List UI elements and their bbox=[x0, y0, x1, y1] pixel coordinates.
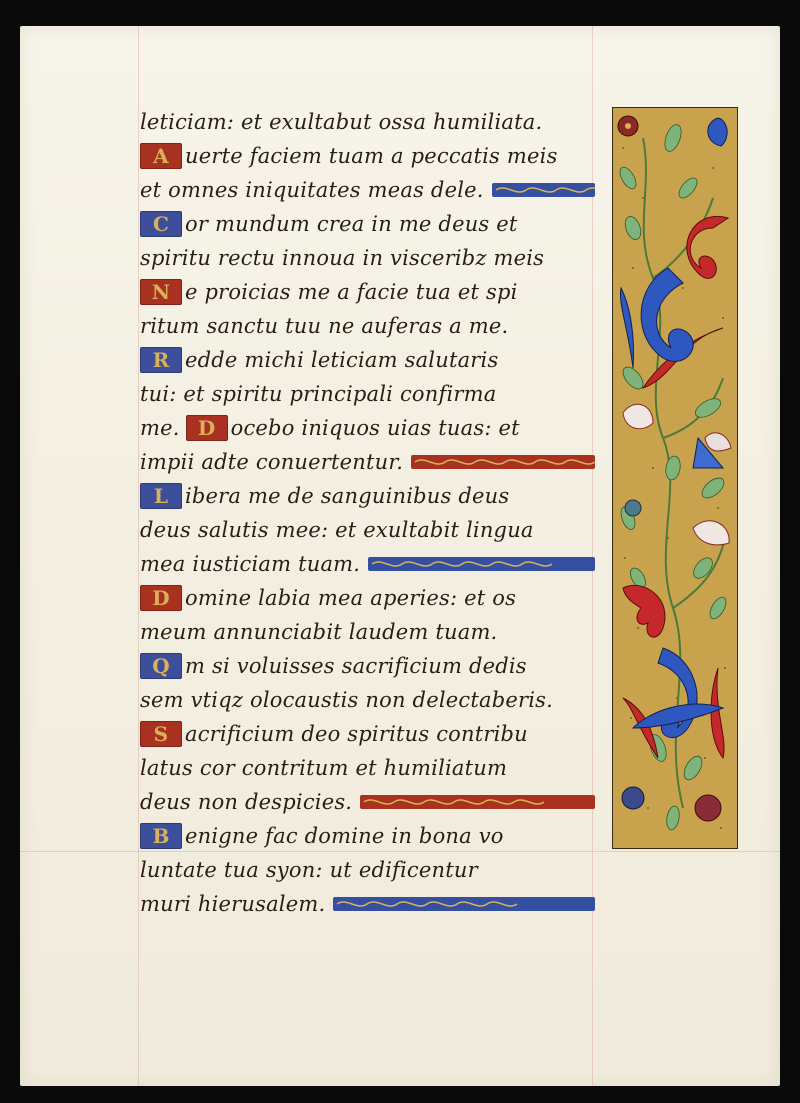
initial-letter: C bbox=[152, 212, 170, 236]
line-text: muri hierusalem. bbox=[140, 892, 326, 916]
line-text: me. bbox=[140, 416, 180, 440]
illuminated-initial bbox=[140, 143, 182, 169]
line-text: tui: et spiritu principali confirma bbox=[140, 382, 497, 406]
initial-letter: B bbox=[152, 824, 170, 848]
line-text: enigne fac domine in bona vo bbox=[185, 824, 504, 848]
initial-letter: D bbox=[197, 416, 216, 440]
line-text: ibera me de sanguinibus deus bbox=[185, 484, 510, 508]
text-line bbox=[140, 241, 595, 275]
text-line bbox=[140, 581, 595, 615]
text-line bbox=[140, 819, 595, 853]
line-text: ocebo iniquos uias tuas: et bbox=[230, 416, 520, 440]
filler-scroll bbox=[496, 188, 595, 192]
line-text: impii adte conuertentur. bbox=[140, 450, 404, 474]
line-text: mea iusticiam tuam. bbox=[140, 552, 361, 576]
text-line bbox=[140, 853, 595, 887]
text-line bbox=[140, 309, 595, 343]
text-line bbox=[140, 615, 595, 649]
decorated-border bbox=[612, 107, 738, 849]
line-text: e proicias me a facie tua et spi bbox=[185, 280, 518, 304]
line-text: omine labia mea aperies: et os bbox=[185, 586, 517, 610]
illuminated-initial bbox=[140, 721, 182, 747]
line-filler bbox=[360, 795, 595, 809]
line-filler bbox=[333, 897, 595, 911]
line-text: deus salutis mee: et exultabit lingua bbox=[140, 518, 534, 542]
text-line bbox=[140, 513, 595, 547]
line-text: edde michi leticiam salutaris bbox=[185, 348, 499, 372]
text-line bbox=[140, 649, 595, 683]
line-text: m si voluisses sacrificium dedis bbox=[185, 654, 527, 678]
line-text: acrificium deo spiritus contribu bbox=[185, 722, 528, 746]
initial-letter: R bbox=[152, 348, 170, 372]
line-filler bbox=[411, 455, 595, 469]
line-text: sem vtiqz olocaustis non delectaberis. bbox=[140, 688, 553, 712]
manuscript-text-block bbox=[140, 105, 595, 921]
filler-scroll bbox=[364, 800, 544, 804]
text-line bbox=[140, 105, 595, 139]
text-line bbox=[140, 343, 595, 377]
line-text: leticiam: et exultabut ossa humiliata. bbox=[140, 110, 543, 134]
text-line bbox=[140, 479, 595, 513]
line-text: or mundum crea in me deus et bbox=[185, 212, 518, 236]
line-text: et omnes iniquitates meas dele. bbox=[140, 178, 484, 202]
initial-letter: L bbox=[153, 484, 169, 508]
text-line bbox=[140, 445, 595, 479]
line-text: deus non despicies. bbox=[140, 790, 353, 814]
text-line bbox=[140, 173, 595, 207]
line-filler bbox=[492, 183, 595, 197]
text-line bbox=[140, 751, 595, 785]
illuminated-initial bbox=[140, 585, 182, 611]
line-text: luntate tua syon: ut edificentur bbox=[140, 858, 478, 882]
line-text: meum annunciabit laudem tuam. bbox=[140, 620, 498, 644]
text-line bbox=[140, 547, 595, 581]
ruling-left bbox=[138, 26, 139, 1086]
initial-letter: Q bbox=[152, 654, 170, 678]
line-text: spiritu rectu innoua in visceribz meis bbox=[140, 246, 545, 270]
illuminated-initial bbox=[140, 347, 182, 373]
initial-letter: S bbox=[153, 722, 169, 746]
filler-scroll bbox=[337, 902, 517, 906]
text-line bbox=[140, 207, 595, 241]
illuminated-initial bbox=[140, 211, 182, 237]
illuminated-initial bbox=[140, 653, 182, 679]
text-line bbox=[140, 887, 595, 921]
text-line bbox=[140, 275, 595, 309]
line-text: ritum sanctu tuu ne auferas a me. bbox=[140, 314, 509, 338]
initial-letter: N bbox=[151, 280, 171, 304]
illuminated-initial bbox=[140, 279, 182, 305]
text-line bbox=[140, 785, 595, 819]
initial-letter: A bbox=[153, 144, 169, 168]
line-filler bbox=[368, 557, 595, 571]
illuminated-initial bbox=[140, 483, 182, 509]
initial-letter: D bbox=[152, 586, 170, 610]
illuminated-initial bbox=[140, 823, 182, 849]
text-line bbox=[140, 377, 595, 411]
line-text: latus cor contritum et humiliatum bbox=[140, 756, 508, 780]
border-ornament-svg bbox=[613, 108, 737, 848]
illuminated-initial bbox=[186, 415, 228, 441]
filler-scroll bbox=[372, 562, 552, 566]
text-line bbox=[140, 683, 595, 717]
line-text: uerte faciem tuam a peccatis meis bbox=[185, 144, 558, 168]
text-line bbox=[140, 411, 595, 445]
filler-scroll bbox=[415, 460, 595, 464]
text-line bbox=[140, 139, 595, 173]
text-line bbox=[140, 717, 595, 751]
